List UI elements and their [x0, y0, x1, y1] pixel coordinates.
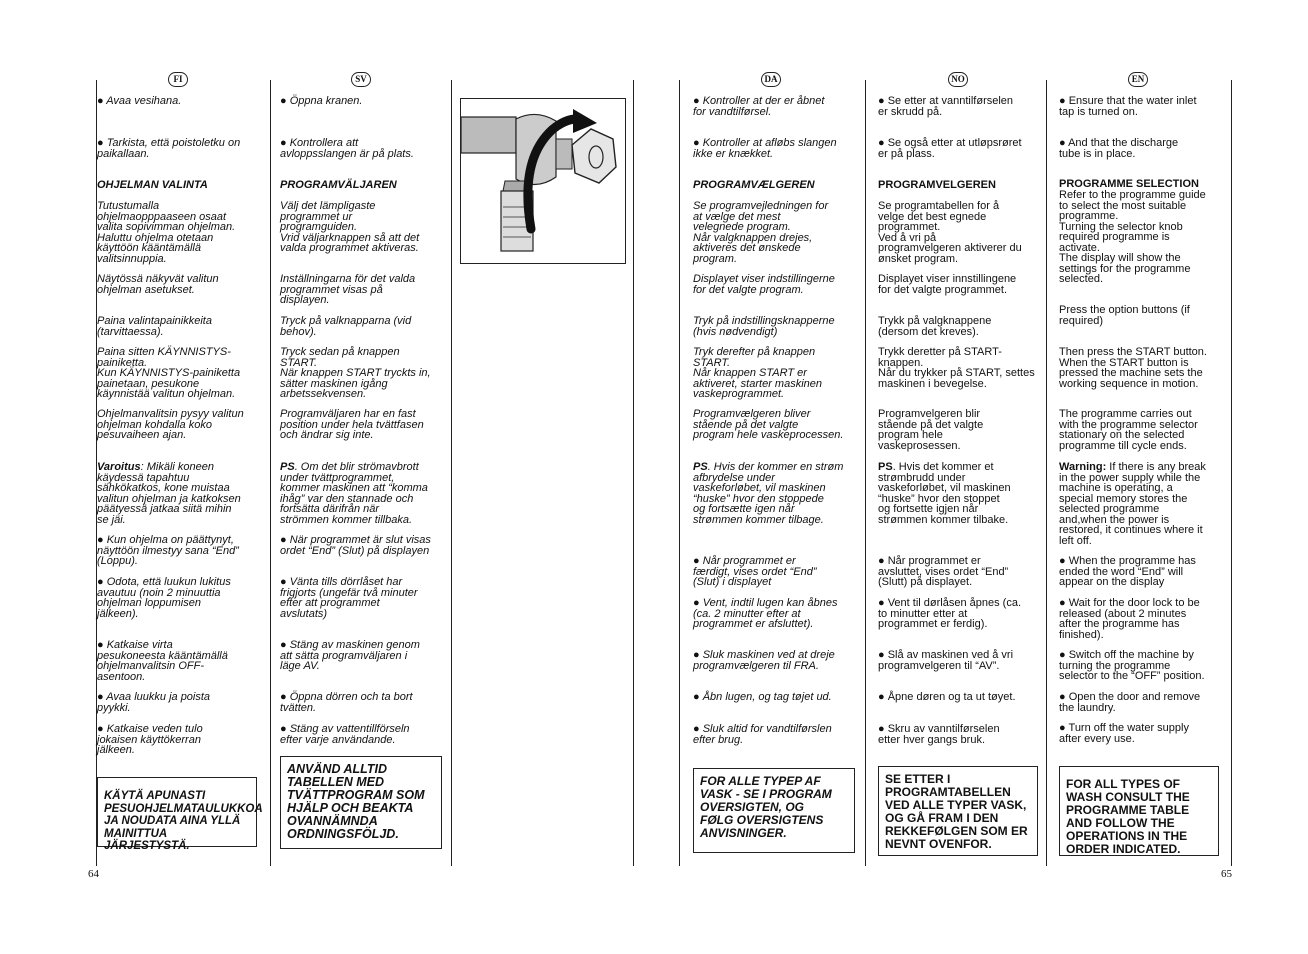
language-badge-en: EN — [1128, 72, 1148, 87]
no-program-end: ● Når programmet er avsluttet, vises ordet “End” (Slutt) på displayet. — [878, 555, 1009, 588]
page-fold-divider — [679, 80, 680, 866]
fi-warning-text: : Mikäli koneen käydessä tapahtuu sähkökatkos, kone muistaa valitun ohjelman ja katkoksen päätyessä jatkaa siitä mihin se jäi. — [97, 461, 241, 526]
no-section-heading: PROGRAMVELGEREN — [878, 179, 996, 191]
da-start-button: Tryk derefter på knappen START. Når knappen START er aktiveret, starter maskinen vaskeprogrammet. — [693, 346, 822, 400]
en-switch-off: ● Switch off the machine by turning the programme selector to the “OFF” position. — [1059, 649, 1205, 682]
language-badge-fi: FI — [168, 72, 188, 87]
fi-switch-off: ● Katkaise virta pesukoneesta kääntämällä ohjelmanvalitsin OFF- asentoon. — [97, 639, 228, 683]
sv-select-program: Välj det lämpligaste programmet ur programguiden. Vrid väljarknappen så att det valda programmet aktiveras. — [280, 200, 420, 254]
da-section-heading: PROGRAMVÆLGEREN — [693, 179, 815, 191]
sv-start-button: Tryck sedan på knappen START. När knappen START tryckts in, sätter maskinen igång arbetssekvensen. — [280, 346, 431, 400]
da-door-lock: ● Vent, indtil lugen kan åbnes (ca. 2 minutter efter at programmet er afsluttet). — [693, 597, 838, 630]
sv-step-open-tap: ● Öppna kranen. — [280, 95, 363, 107]
fi-warning — [97, 462, 241, 525]
sv-turn-off-water: ● Stäng av vattentillförseln efter varje användande. — [280, 723, 410, 746]
en-selector-fixed: The programme carries out with the programme selector stationary on the selected programme till cycle ends. — [1059, 408, 1198, 452]
fi-warning-label: Varoitus — [97, 461, 141, 473]
da-warning — [693, 462, 843, 525]
no-warning — [878, 462, 1011, 525]
en-step-open-tap: ● Ensure that the water inlet tap is turned on. — [1059, 95, 1197, 118]
sv-notice-box: ANVÄND ALLTID TABELLEN MED TVÄTTPROGRAM SOM HJÄLP OCH BEAKTA OVANNÄMNDA ORDNINGSFÖLJD. — [280, 756, 442, 849]
da-display-info: Displayet viser indstillingerne for det valgte program. — [693, 273, 835, 296]
page-number-left: 64 — [88, 868, 99, 880]
sv-display-info: Inställningarna för det valda programmet visas på displayen. — [280, 273, 416, 306]
da-warning-label: PS — [693, 461, 708, 473]
da-option-buttons: Tryk på indstillingsknapperne (hvis nødvendigt) — [693, 315, 835, 338]
en-section-heading: PROGRAMME SELECTION — [1059, 178, 1199, 190]
no-display-info: Displayet viser innstillingene for det valgte programmet. — [878, 273, 1017, 296]
da-notice-box: FOR ALLE TYPEP AF VASK - SE I PROGRAM OVERSIGTEN, OG FØLG OVERSIGTENS ANVISNINGER. — [693, 768, 855, 853]
fi-step-open-tap: ● Avaa vesihana. — [97, 95, 182, 107]
fi-notice-box: KÄYTÄ APUNASTI PESUOHJELMATAULUKKOA JA NOUDATA AINA YLLÄ MAINITTUA JÄRJESTYSTÄ. — [97, 777, 257, 847]
fi-turn-off-water: ● Katkaise veden tulo jokaisen käyttökerran jälkeen. — [97, 723, 203, 756]
no-start-button: Trykk deretter på START- knappen. Når du trykker på START, settes maskinen i bevegelse. — [878, 346, 1035, 390]
sv-remove-laundry: ● Öppna dörren och ta bort tvätten. — [280, 691, 413, 714]
en-warning — [1059, 462, 1206, 546]
sv-option-buttons: Tryck på valknapparna (vid behov). — [280, 315, 412, 338]
en-program-end: ● When the programme has ended the word “End” will appear on the display — [1059, 555, 1196, 588]
no-step-check-hose: ● Se også etter at utløpsrøret er på plass. — [878, 137, 1022, 160]
column-divider — [1046, 80, 1047, 866]
da-selector-fixed: Programvælgeren bliver stående på det valgte program hele vaskeprocessen. — [693, 408, 844, 441]
no-switch-off: ● Slå av maskinen ved å vri programvelgeren til “AV”. — [878, 649, 1014, 672]
en-option-buttons: Press the option buttons (if required) — [1059, 304, 1190, 327]
da-step-open-tap: ● Kontroller at der er åbnet for vandtilførsel. — [693, 95, 825, 118]
no-notice-box: SE ETTER I PROGRAMTABELLEN VED ALLE TYPER VASK, OG GÅ FRAM I DEN REKKEFØLGEN SOM ER NEVNT OVENFOR. — [878, 766, 1038, 856]
en-step-check-hose: ● And that the discharge tube is in place. — [1059, 137, 1179, 160]
sv-warning — [280, 462, 428, 525]
page-number-right: 65 — [1221, 868, 1232, 880]
no-select-program: Se programtabellen for å velge det best egnede programmet. Ved å vri på programvelgeren aktiverer du ønsket program. — [878, 200, 1022, 265]
da-turn-off-water: ● Sluk altid for vandtilførslen efter brug. — [693, 723, 832, 746]
language-badge-sv: SV — [351, 72, 371, 87]
da-program-end: ● Når programmet er færdigt, vises ordet “End” (Slut) i displayet — [693, 555, 817, 588]
fi-start-button: Paina sitten KÄYNNISTYS- painiketta. Kun KÄYNNISTYS-painiketta painetaan, pesukone käynnistää valitun ohjelman. — [97, 346, 241, 400]
no-option-buttons: Trykk på valgknappene (dersom det kreves). — [878, 315, 992, 338]
fi-section-heading: OHJELMAN VALINTA — [97, 179, 208, 191]
da-warning-text: . Hvis der kommer en strøm afbrydelse under vaskeforløbet, vil maskinen “huske” hvor den stoppede og fortsætte igen når strømmen kommer tilbage. — [693, 461, 844, 526]
language-badge-da: DA — [761, 72, 781, 87]
no-turn-off-water: ● Skru av vanntilførselen etter hver gangs bruk. — [878, 723, 1000, 746]
no-door-lock: ● Vent til dørlåsen åpnes (ca. to minutter etter at programmet er ferdig). — [878, 597, 1021, 630]
fi-option-buttons: Paina valintapainikkeita (tarvittaessa). — [97, 315, 212, 338]
page-fold-divider — [633, 80, 634, 866]
fi-display-info: Näytössä näkyvät valitun ohjelman asetukset. — [97, 273, 219, 296]
sv-door-lock: ● Vänta tills dörrlåset har frigjorts (ungefär två minuter efter att programmet avslutats) — [280, 576, 418, 620]
fi-door-lock: ● Odota, että luukun lukitus avautuu (noin 2 minuuttia ohjelman loppumisen jälkeen). — [97, 576, 231, 620]
no-selector-fixed: Programvelgeren blir stående på det valgte program hele vaskeprosessen. — [878, 408, 984, 452]
en-notice-box: FOR ALL TYPES OF WASH CONSULT THE PROGRAMME TABLE AND FOLLOW THE OPERATIONS IN THE ORDER INDICATED. — [1059, 766, 1219, 856]
en-warning-text: If there is any break in the power supply while the machine is operating, a special memory stores the selected programme and,when the power is restored, it continues where it left off. — [1059, 461, 1206, 547]
fi-selector-fixed: Ohjelmanvalitsin pysyy valitun ohjelman kohdalla koko pesuvaiheen ajan. — [97, 408, 244, 441]
language-badge-no: NO — [948, 72, 968, 87]
no-step-open-tap: ● Se etter at vanntilførselen er skrudd på. — [878, 95, 1014, 118]
fi-program-end: ● Kun ohjelma on päättynyt, näyttöön ilmestyy sana “End” (Loppu). — [97, 534, 239, 567]
sv-program-end: ● När programmet är slut visas ordet “End” (Slut) på displayen — [280, 534, 431, 557]
en-warning-label: Warning: — [1059, 461, 1107, 473]
no-remove-laundry: ● Åpne døren og ta ut tøyet. — [878, 691, 1016, 703]
sv-warning-label: PS — [280, 461, 295, 473]
da-remove-laundry: ● Åbn lugen, og tag tøjet ud. — [693, 691, 832, 703]
column-divider — [1231, 80, 1232, 866]
sv-selector-fixed: Programväljaren har en fast position under hela tvättfasen och ändrar sig inte. — [280, 408, 424, 441]
da-step-check-hose: ● Kontroller at afløbs slangen ikke er knækket. — [693, 137, 837, 160]
water-tap-illustration — [460, 98, 626, 264]
en-remove-laundry: ● Open the door and remove the laundry. — [1059, 691, 1201, 714]
no-warning-label: PS — [878, 461, 893, 473]
fi-select-program: Tutustumalla ohjelmaopppaaseen osaat valita sopivimman ohjelman. Haluttu ohjelma otetaan käyttöön kääntämällä valitsinnuppia. — [97, 200, 236, 265]
sv-step-check-hose: ● Kontrollera att avloppsslangen är på plats. — [280, 137, 414, 160]
sv-section-heading: PROGRAMVÄLJAREN — [280, 179, 397, 191]
column-divider — [865, 80, 866, 866]
water-tap-icon — [461, 99, 624, 262]
da-switch-off: ● Sluk maskinen ved at dreje programvælgeren til FRA. — [693, 649, 835, 672]
en-select-program: Refer to the programme guide to select the most suitable programme. Turning the selector knob required programme is activate. The display will show the settings for the programme selected. — [1059, 189, 1206, 285]
sv-switch-off: ● Stäng av maskinen genom att sätta programväljaren i läge AV. — [280, 639, 420, 672]
da-select-program: Se programvejledningen for at vælge det mest velegnede program. Når valgknappen drejes, aktiveres det ønskede program. — [693, 200, 829, 265]
en-door-lock: ● Wait for the door lock to be released (about 2 minutes after the programme has finished). — [1059, 597, 1200, 641]
no-warning-text: . Hvis det kommer et strømbrudd under vaskeforløbet, vil maskinen “huske” hvor den stoppet og fortsette igjen når strømmen kommer tilbake. — [878, 461, 1011, 526]
column-divider — [451, 80, 452, 866]
sv-warning-text: . Om det blir strömavbrott under tvättprogrammet, kommer maskinen att “komma ihåg” var den stannade och fortsätta därifrån när strömmen kommer tillbaka. — [280, 461, 428, 526]
en-start-button: Then press the START button. When the START button is pressed the machine sets the working sequence in motion. — [1059, 346, 1207, 390]
en-turn-off-water: ● Turn off the water supply after every use. — [1059, 722, 1189, 745]
column-divider — [270, 80, 271, 866]
fi-remove-laundry: ● Avaa luukku ja poista pyykki. — [97, 691, 211, 714]
fi-step-check-hose: ● Tarkista, että poistoletku on paikallaan. — [97, 137, 241, 160]
